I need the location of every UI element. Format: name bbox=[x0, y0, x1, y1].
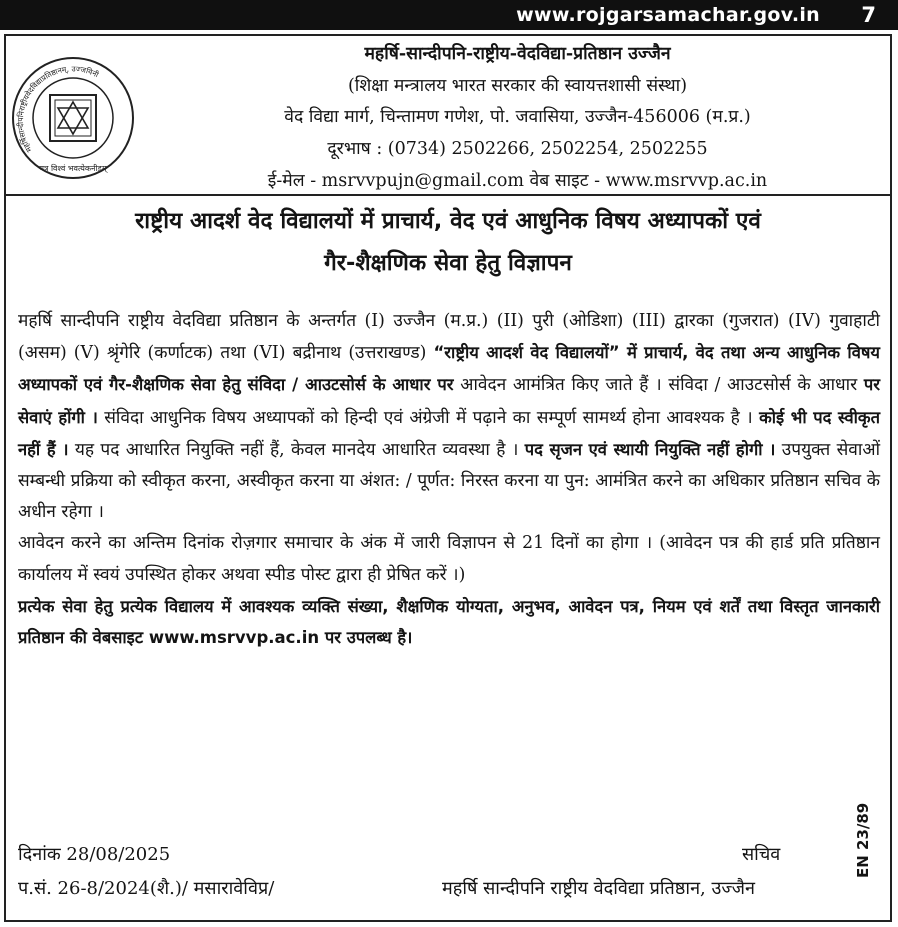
body-bold-text: “राष्ट्रीय आदर्श वेद विद्यालयों” में प्राचार्य, वेद तथा अन्य आधुनिक विषय अध्यापकों एवं गैर-शैक्षणिक सेवा हेतु संविदा / आउटसोर्स के आधार पर bbox=[18, 343, 880, 395]
body-text: महर्षि सान्दीपनि राष्ट्रीय वेदविद्या प्रतिष्ठान के अन्तर्गत (I) उज्जैन (म.प्र.) (II) पुरी (ओडिशा) (III) द्वारका (गुजरात) (IV) गुवाहाटी (असम) (V) श्रृंगेरि (कर्णाटक) तथा (VI) बद्रीनाथ (उत्तराखण्ड) bbox=[18, 311, 880, 364]
organization-contact: ई-मेल - msrvvpujn@gmail.com वेब साइट - www.msrvvp.ac.in bbox=[267, 171, 768, 191]
advertisement-title-line2: गैर-शैक्षणिक सेवा हेतु विज्ञापन bbox=[324, 250, 572, 276]
body-text: उपयुक्त सेवाओं सम्बन्धी प्रक्रिया को स्वीकृत करना, अस्वीकृत करना या अंशत: / पूर्णत: निरस्त करना या पुन: आमंत्रित करने का अधिकार प्रतिष्ठान सचिव के अधीन रहेगा । bbox=[18, 439, 881, 523]
signatory-designation: सचिव bbox=[742, 844, 781, 865]
organization-address: वेद विद्या मार्ग, चिन्तामण गणेश, पो. जवासिया, उज्जैन-456006 (म.प्र.) bbox=[284, 107, 751, 127]
organization-name: महर्षि-सान्दीपनि-राष्ट्रीय-वेदविद्या-प्रतिष्ठान उज्जैन bbox=[364, 44, 671, 64]
signatory-organization: महर्षि सान्दीपनि राष्ट्रीय वेदविद्या प्रतिष्ठान, उज्जैन bbox=[442, 878, 756, 899]
body-paragraph-1 bbox=[18, 306, 880, 528]
advertisement-title-line1: राष्ट्रीय आदर्श वेद विद्यालयों में प्राचार्य, वेद एवं आधुनिक विषय अध्यापकों एवं bbox=[135, 208, 761, 234]
notice-date: दिनांक 28/08/2025 bbox=[18, 844, 171, 865]
newspaper-header-bar bbox=[0, 0, 898, 30]
body-text: आवेदन आमंत्रित किए जाते हैं । संविदा / आउटसोर्स के आधार bbox=[453, 375, 864, 396]
reference-number: प.सं. 26-8/2024(शै.)/ मसारावेविप्र/ bbox=[18, 878, 275, 899]
body-bold-text: पद सृजन एवं स्थायी नियुक्ति नहीं होगी । bbox=[524, 439, 776, 459]
advertisement-body bbox=[18, 306, 880, 653]
body-paragraph-2: आवेदन करने का अन्तिम दिनांक रोज़गार समाचार के अंक में जारी विज्ञापन से 21 दिनों का होगा । (आवेदन पत्र की हार्ड प्रति प्रतिष्ठान कार्यालय में स्वयं उपस्थित होकर अथवा स्पीड पोस्ट द्वारा ही प्रेषित करें ।) bbox=[18, 533, 880, 585]
body-paragraph-3: प्रत्येक सेवा हेतु प्रत्येक विद्यालय में आवश्यक व्यक्ति संख्या, शैक्षणिक योग्यता, अनुभव, आवेदन पत्र, नियम एवं शर्तें तथा विस्तृत जानकारी प्रतिष्ठान की वेबसाइट www.msrvvp.ac.in पर उपलब्ध है। bbox=[18, 596, 880, 648]
organization-phone: दूरभाष : (0734) 2502266, 2502254, 2502255 bbox=[327, 139, 708, 159]
body-bold-text: कोई भी पद स्वीकृत नहीं हैं । bbox=[18, 407, 880, 459]
ad-code: EN 23/89 bbox=[854, 802, 872, 878]
page-number: 7 bbox=[861, 3, 876, 27]
body-text: यह पद आधारित नियुक्ति नहीं हैं, केवल मानदेय आधारित व्यवस्था है । bbox=[68, 439, 525, 460]
body-text: संविदा आधुनिक विषय अध्यापकों को हिन्दी एवं अंग्रेजी में पढ़ाने का सम्पूर्ण सामर्थ्य होना आवश्यक है । bbox=[97, 407, 760, 428]
seal-motto: यत्र विश्वं भवत्येकनीडम् bbox=[39, 164, 107, 173]
website-text: www.rojgarsamachar.gov.in bbox=[516, 4, 820, 26]
institution-seal-icon bbox=[10, 46, 136, 186]
organization-subtitle: (शिक्षा मन्त्रालय भारत सरकार की स्वायत्तशासी संस्था) bbox=[347, 76, 688, 96]
seal-text-arc: महर्षिसान्दीपनिराष्ट्रीयवेदविद्याप्रतिष्ठानम्, उज्जयिनी bbox=[15, 64, 101, 154]
header-divider bbox=[4, 194, 892, 196]
body-bold-text: पर सेवाएं होंगी । bbox=[18, 375, 880, 427]
